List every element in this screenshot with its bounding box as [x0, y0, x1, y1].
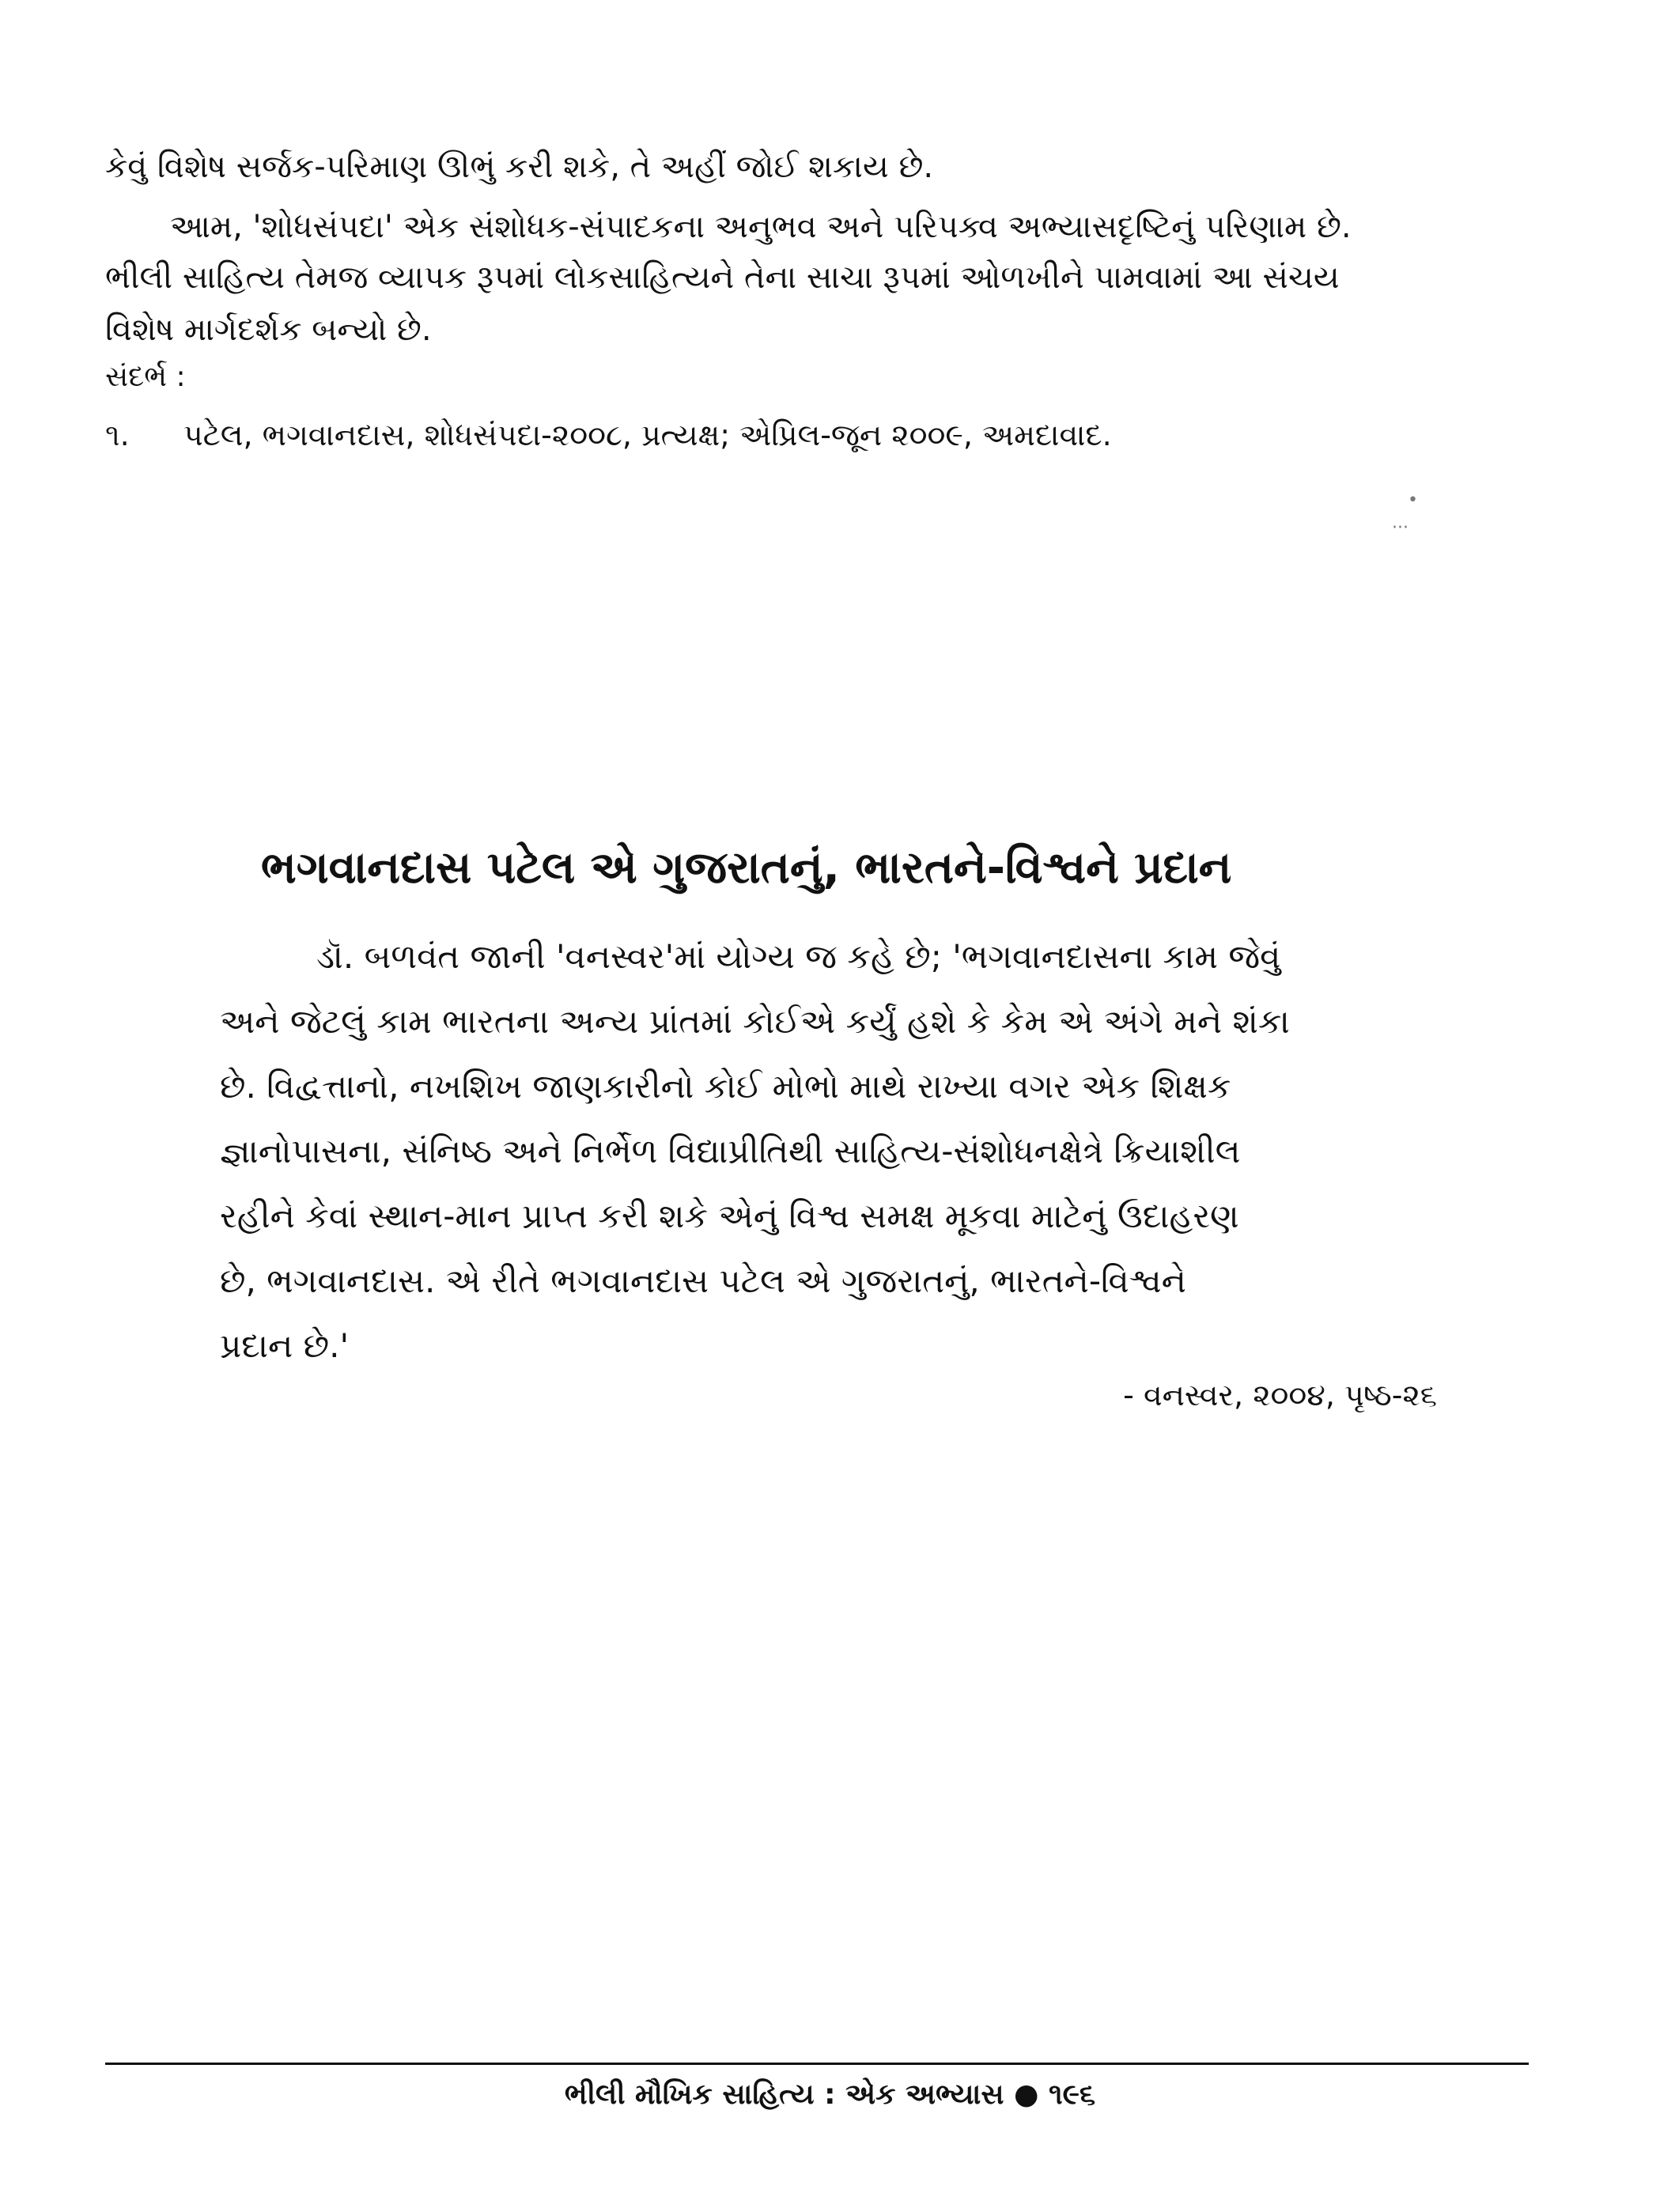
- quote-line: પ્રદાન છે.': [220, 1326, 350, 1365]
- footer-rule: [105, 2063, 1529, 2065]
- paragraph-line: વિશેષ માર્ગદર્શક બન્યો છે.: [105, 312, 432, 348]
- paragraph-line: કેવું વિશેષ સર્જક-પરિમાણ ઊભું કરી શકે, તે અહીં જોઈ શકાય છે.: [105, 149, 934, 185]
- quote-line: છે, ભગવાનદાસ. એ રીતે ભગવાનદાસ પટેલ એ ગુજરાતનું, ભારતને-વિશ્વને: [220, 1261, 1186, 1300]
- paragraph-line: ભીલી સાહિત્ય તેમજ વ્યાપક રૂપમાં લોકસાહિત્યને તેના સાચા રૂપમાં ઓળખીને પામવામાં આ સંચય: [105, 259, 1340, 296]
- quote-line: ડૉ. બળવંત જાની 'વનસ્વર'માં યોગ્ય જ કહે છે; 'ભગવાનદાસના કામ જેવું: [316, 937, 1281, 976]
- page-footer: ભીલી મૌખિક સાહિત્ય : એક અભ્યાસ ● ૧૯૬: [564, 2078, 1096, 2111]
- scan-smudge: •: [1408, 490, 1418, 510]
- scan-smudge: ···: [1392, 518, 1409, 538]
- quote-line: જ્ઞાનોપાસના, સંનિષ્ઠ અને નિર્ભેળ વિદ્યાપ્રીતિથી સાહિત્ય-સંશોધનક્ષેત્રે ક્રિયાશીલ: [220, 1132, 1241, 1170]
- references-label: સંદર્ભ :: [105, 361, 186, 393]
- quote-line: છે. વિદ્વત્તાનો, નખશિખ જાણકારીનો કોઈ મોભો માથે રાખ્યા વગર એક શિક્ષક: [220, 1067, 1231, 1106]
- section-heading: ભગવાનદાસ પટેલ એ ગુજરાતનું, ભારતને-વિશ્વને પ્રદાન: [261, 842, 1232, 894]
- quote-attribution: - વનસ્વર, ૨૦૦૪, પૃષ્ઠ-૨૬: [1123, 1378, 1437, 1412]
- quote-line: અને જેટલું કામ ભારતના અન્ય પ્રાંતમાં કોઈએ કર્યું હશે કે કેમ એ અંગે મને શંકા: [220, 1002, 1290, 1041]
- reference-number: ૧.: [105, 418, 130, 452]
- paragraph-line: આમ, 'શોધસંપદા' એક સંશોધક-સંપાદકના અનુભવ અને પરિપક્વ અભ્યાસદૃષ્ટિનું પરિણામ છે.: [170, 209, 1352, 245]
- quote-line: રહીને કેવાં સ્થાન-માન પ્રાપ્ત કરી શકે એનું વિશ્વ સમક્ષ મૂકવા માટેનું ઉદાહરણ: [220, 1197, 1239, 1235]
- reference-text: પટેલ, ભગવાનદાસ, શોધસંપદા-૨૦૦૮, પ્રત્યક્ષ; એપ્રિલ-જૂન ૨૦૦૯, અમદાવાદ.: [183, 418, 1112, 452]
